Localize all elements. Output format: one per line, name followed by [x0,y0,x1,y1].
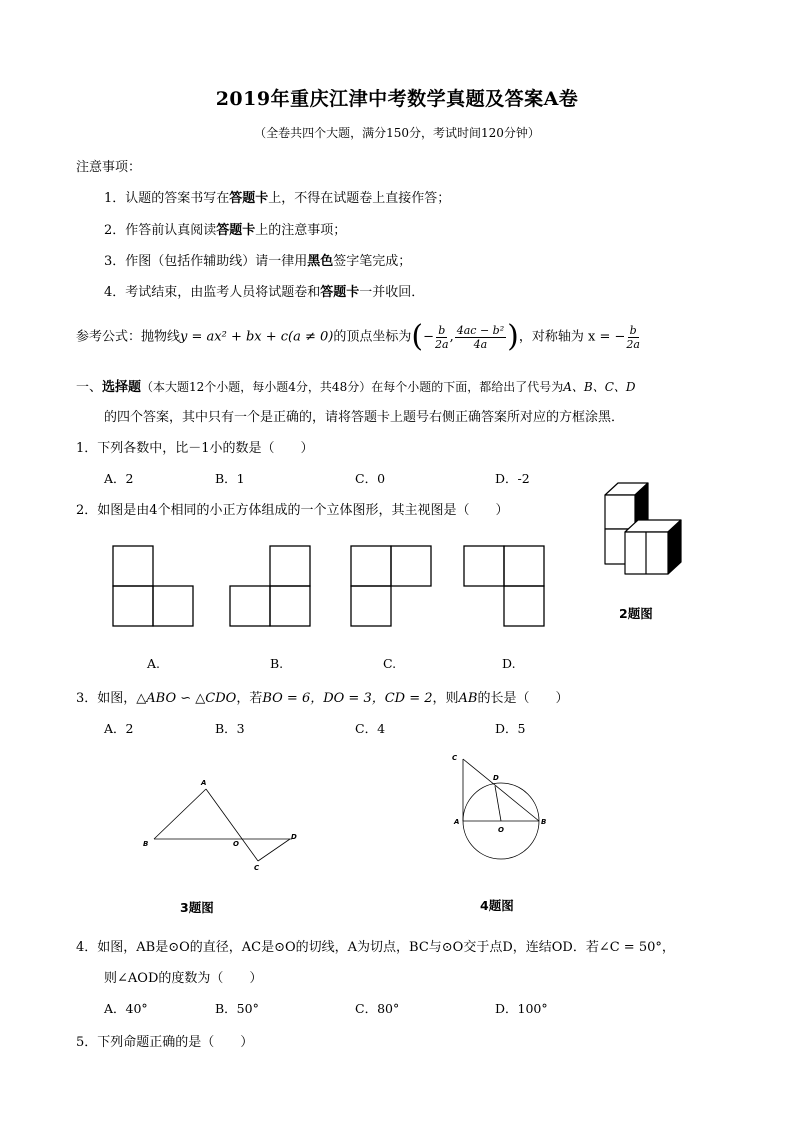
axis-of-symmetry-text: ，对称轴为 x = − [518,329,626,345]
left-paren: ( [411,319,424,354]
section-1-label: 一、 [76,380,103,395]
question-3-similarity: △ABO ∽ △CDO [136,691,237,706]
question-2-stem: 2．如图是由4个相同的小正方体组成的一个立体图形，其主视图是（ ） [76,503,509,518]
point-label-o: O [233,840,239,848]
vertex-y-fraction [455,324,506,351]
option-a-front-view [112,545,196,629]
point-label-b: B [143,840,149,848]
notice-item-4-text: 4．考试结束，由监考人员将试题卷和 [104,285,321,300]
question-2-figure-caption: 2题图 [619,606,653,621]
point-label-c: C [452,754,458,762]
page-subtitle: （全卷共四个大题，满分150分，考试时间120分钟） [254,126,540,140]
vertex-x-numerator: b [438,323,446,337]
question-1-option-b: B．1 [215,471,245,486]
axis-denominator: 2a [626,337,640,351]
notice-item-2-bold: 答题卡 [216,223,256,238]
point-label-a: A [201,779,207,787]
axis-numerator: b [629,323,637,337]
question-3-option-d: D．5 [495,721,526,736]
question-2-option-b: B. [270,656,284,671]
section-1-heading: 选择题 [102,380,142,395]
right-paren: ) [507,319,519,354]
question-3-stem [76,687,569,706]
question-3-option-c: C．4 [355,721,386,736]
question-1-stem: 1．下列各数中，比－1小的数是（ ） [76,441,314,456]
formula-lead: 参考公式：抛物线 [76,329,181,345]
notice-item-4 [104,281,424,300]
option-c-front-view [350,545,434,629]
formula-mid: 的顶点坐标为 [333,329,412,345]
question-3-lead: 3．如图， [76,691,137,706]
question-1-option-d: D．-2 [495,471,530,486]
question-2-option-d: D. [502,656,516,671]
question-4-option-b: B．50° [215,1001,259,1016]
option-b-front-view [229,545,313,629]
question-3-figure-caption: 3题图 [180,900,214,915]
question-3-if: ，若 [236,691,263,706]
question-4-stem-line-2: 则∠AOD的度数为（ ） [104,971,263,986]
section-1-codes: A、B、C、D [563,380,636,394]
notice-item-2-text: 2．作答前认真阅读 [104,223,217,238]
question-4-option-d: D．100° [495,1001,548,1016]
notice-heading: 注意事项： [76,160,142,175]
notice-item-1-text: 1．认题的答案书写在 [104,191,230,206]
notice-item-3 [104,250,411,269]
point-label-o: O [498,826,504,834]
reference-formula: 参考公式：抛物线y = ax² + bx + c(a ≠ 0)的顶点坐标为(− $\frac{b}{2a}$ , $\frac{\text{4ac − b²}}{4a}$ )，对称轴为 x = − $\frac{b}{2a}$ [76,319,640,354]
axis-fraction [626,324,640,351]
question-4-figure [446,748,556,860]
notice-item-2-tail: 上的注意事项； [255,223,347,238]
question-4-stem-line-1: 4．如图，AB是⊙O的直径，AC是⊙O的切线，A为切点，BC与⊙O交于点D，连结OD．若∠C = 50°， [76,940,675,955]
question-2-option-a: A. [147,656,161,671]
question-1-option-c: C．0 [355,471,386,486]
question-4-option-a: A．40° [104,1001,148,1016]
vertex-x-sign: − [423,329,435,345]
vertex-x-denominator: 2a [435,337,449,351]
question-3-target: AB [458,691,478,706]
question-5-stem: 5．下列命题正确的是（ ） [76,1035,254,1050]
notice-item-4-tail: 一并收回． [359,285,425,300]
question-3-then: ，则 [432,691,459,706]
question-3-conditions: BO = 6，DO = 3，CD = 2 [262,691,433,706]
notice-item-2 [104,219,346,238]
vertex-x-fraction [435,324,449,351]
point-label-c: C [254,864,260,872]
question-3-option-b: B．3 [215,721,245,736]
notice-item-3-text: 3．作图（包括作辅助线）请一律用 [104,254,308,269]
option-d-front-view [463,545,547,629]
question-3-ending: 的长是（ ） [477,691,569,706]
question-2-solid-figure [600,480,690,580]
point-label-d: D [493,774,499,782]
notice-item-1-tail: 上，不得在试题卷上直接作答； [268,191,451,206]
question-3-figure [140,775,305,875]
vertex-y-denominator: 4a [473,337,488,351]
section-1-intro [76,376,636,395]
notice-item-1-bold: 答题卡 [229,191,269,206]
notice-item-4-bold: 答题卡 [320,285,360,300]
notice-item-3-tail: 签字笔完成； [333,254,412,269]
vertex-y-numerator: 4ac − b² [456,323,505,337]
page-title: 2019年重庆江津中考数学真题及答案A卷 [215,88,579,110]
question-3-option-a: A．2 [104,721,134,736]
question-1-option-a: A．2 [104,471,134,486]
question-4-figure-caption: 4题图 [480,898,514,913]
point-label-d: D [291,833,297,841]
point-label-b: B [541,818,547,826]
section-1-line-2: 的四个答案，其中只有一个是正确的，请将答题卡上题号右侧正确答案所对应的方框涂黑． [104,410,625,425]
section-1-line-1: （本大题12个小题，每小题4分，共48分）在每个小题的下面，都给出了代号为 [141,380,564,394]
formula-expression: y = ax² + bx + c(a ≠ 0) [180,329,334,345]
point-label-a: A [454,818,460,826]
question-2-option-c: C. [383,656,397,671]
question-4-option-c: C．80° [355,1001,400,1016]
notice-item-3-bold: 黑色 [307,254,334,269]
notice-item-1 [104,187,450,206]
